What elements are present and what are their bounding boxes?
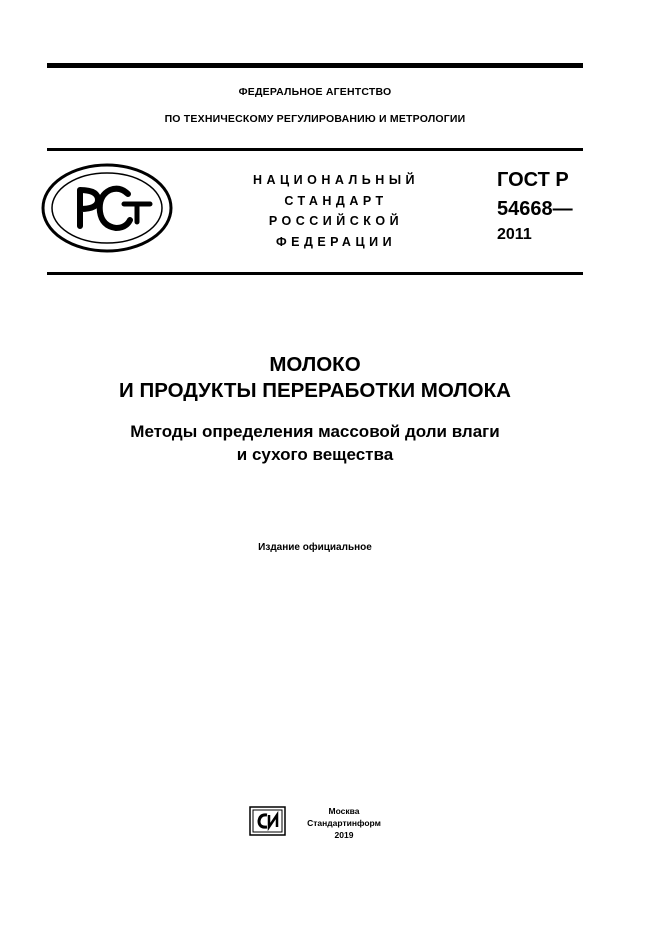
header-rule [47, 148, 583, 151]
subtitle-line-1: Методы определения массовой доли влаги [130, 422, 500, 441]
title-line-2: И ПРОДУКТЫ ПЕРЕРАБОТКИ МОЛОКА [119, 379, 511, 402]
title-line-1: МОЛОКО [269, 353, 361, 376]
standard-line-1: НАЦИОНАЛЬНЫЙ [252, 173, 420, 187]
publisher-year: 2019 [334, 830, 354, 840]
standard-line-3: РОССИЙСКОЙ [268, 214, 404, 228]
publisher-city: Москва [328, 806, 360, 816]
document-title [47, 352, 583, 404]
top-rule [47, 63, 583, 68]
rst-emblem-icon [40, 162, 174, 254]
standard-code-line-1: ГОСТ Р [497, 169, 569, 191]
standard-year: 2011 [497, 226, 532, 243]
standartinform-logo-icon [249, 806, 286, 836]
subtitle-line-2: и сухого вещества [236, 445, 394, 464]
agency-line-1: ФЕДЕРАЛЬНОЕ АГЕНТСТВО [238, 86, 392, 98]
standard-line-4: ФЕДЕРАЦИИ [275, 234, 397, 249]
official-edition-label: Издание официальное [258, 542, 372, 553]
publisher-info [294, 805, 394, 841]
publisher-name: Стандартинформ [307, 818, 381, 828]
document-subtitle [47, 420, 583, 466]
standard-code [497, 166, 573, 246]
agency-line-2: ПО ТЕХНИЧЕСКОМУ РЕГУЛИРОВАНИЮ И МЕТРОЛОГИИ [164, 113, 466, 125]
standard-rule [47, 272, 583, 275]
national-standard-label [222, 170, 450, 252]
standard-line-2: СТАНДАРТ [284, 193, 388, 208]
standard-code-line-2: 54668— [497, 198, 573, 220]
